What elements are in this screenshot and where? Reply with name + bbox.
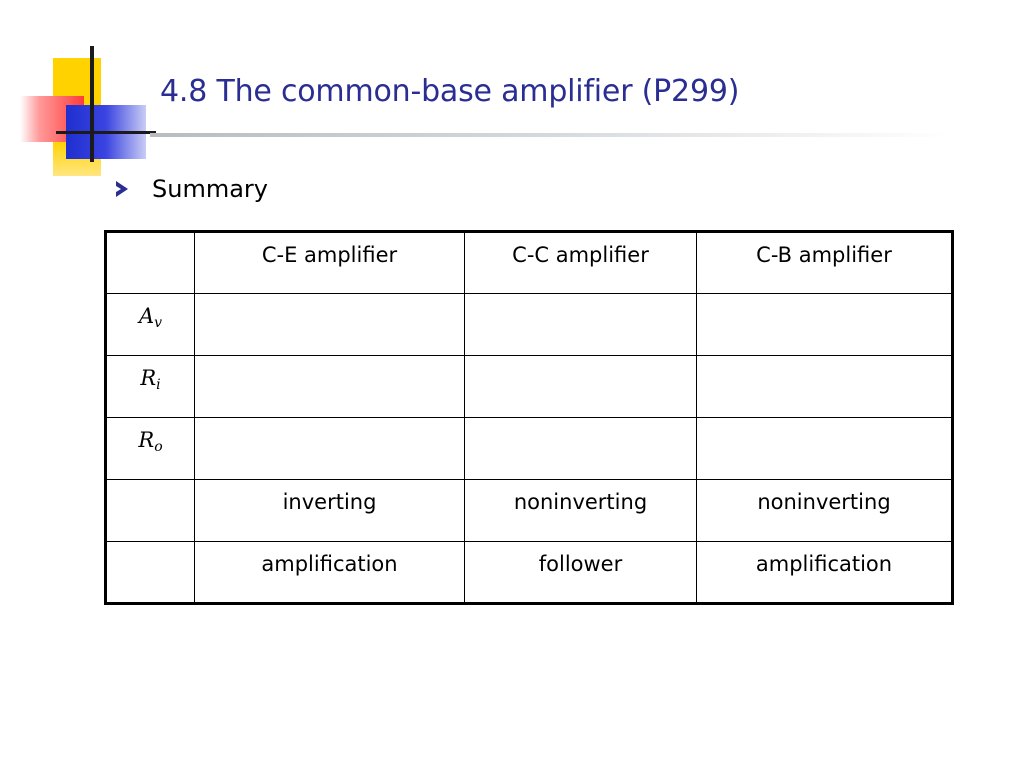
slide-title: 4.8 The common-base amplifier (P299) (160, 74, 740, 109)
table-cell: amplification (195, 542, 465, 604)
table-row (106, 294, 953, 356)
table-cell: noninverting (465, 480, 697, 542)
table-header-cell: C-B amplifier (697, 232, 953, 294)
math-subscript: o (154, 439, 163, 455)
table-header-row (106, 232, 953, 294)
table-header-cell: C-E amplifier (195, 232, 465, 294)
math-symbol: R (138, 428, 155, 452)
table-row (106, 542, 953, 604)
math-symbol: R (140, 366, 157, 390)
table-row (106, 356, 953, 418)
table-cell (465, 356, 697, 418)
table-cell: follower (465, 542, 697, 604)
table-header-cell: C-C amplifier (465, 232, 697, 294)
math-subscript: v (154, 315, 163, 331)
row-label-voltage-gain (106, 294, 195, 356)
table-cell (195, 356, 465, 418)
corner-logo (0, 0, 160, 200)
table-header-cell (106, 232, 195, 294)
row-label-input-resistance (106, 356, 195, 418)
table-cell (195, 294, 465, 356)
table-row (106, 480, 953, 542)
row-label-empty (106, 480, 195, 542)
table-cell (465, 294, 697, 356)
row-label-output-resistance (106, 418, 195, 480)
table-cell (697, 356, 953, 418)
table-cell (195, 418, 465, 480)
table-cell (697, 418, 953, 480)
bullet-text: Summary (152, 175, 268, 203)
summary-table (104, 230, 954, 605)
table-row (106, 418, 953, 480)
table-cell (465, 418, 697, 480)
math-symbol: A (138, 304, 155, 328)
table-cell: amplification (697, 542, 953, 604)
logo-vertical-line (90, 46, 94, 162)
table-cell: noninverting (697, 480, 953, 542)
bullet-item (116, 175, 268, 203)
row-label-empty (106, 542, 195, 604)
logo-horizontal-line (56, 131, 156, 134)
table-cell (697, 294, 953, 356)
table-cell: inverting (195, 480, 465, 542)
title-underline (150, 133, 950, 137)
arrow-bullet-icon (116, 181, 128, 197)
math-subscript: i (156, 377, 161, 393)
